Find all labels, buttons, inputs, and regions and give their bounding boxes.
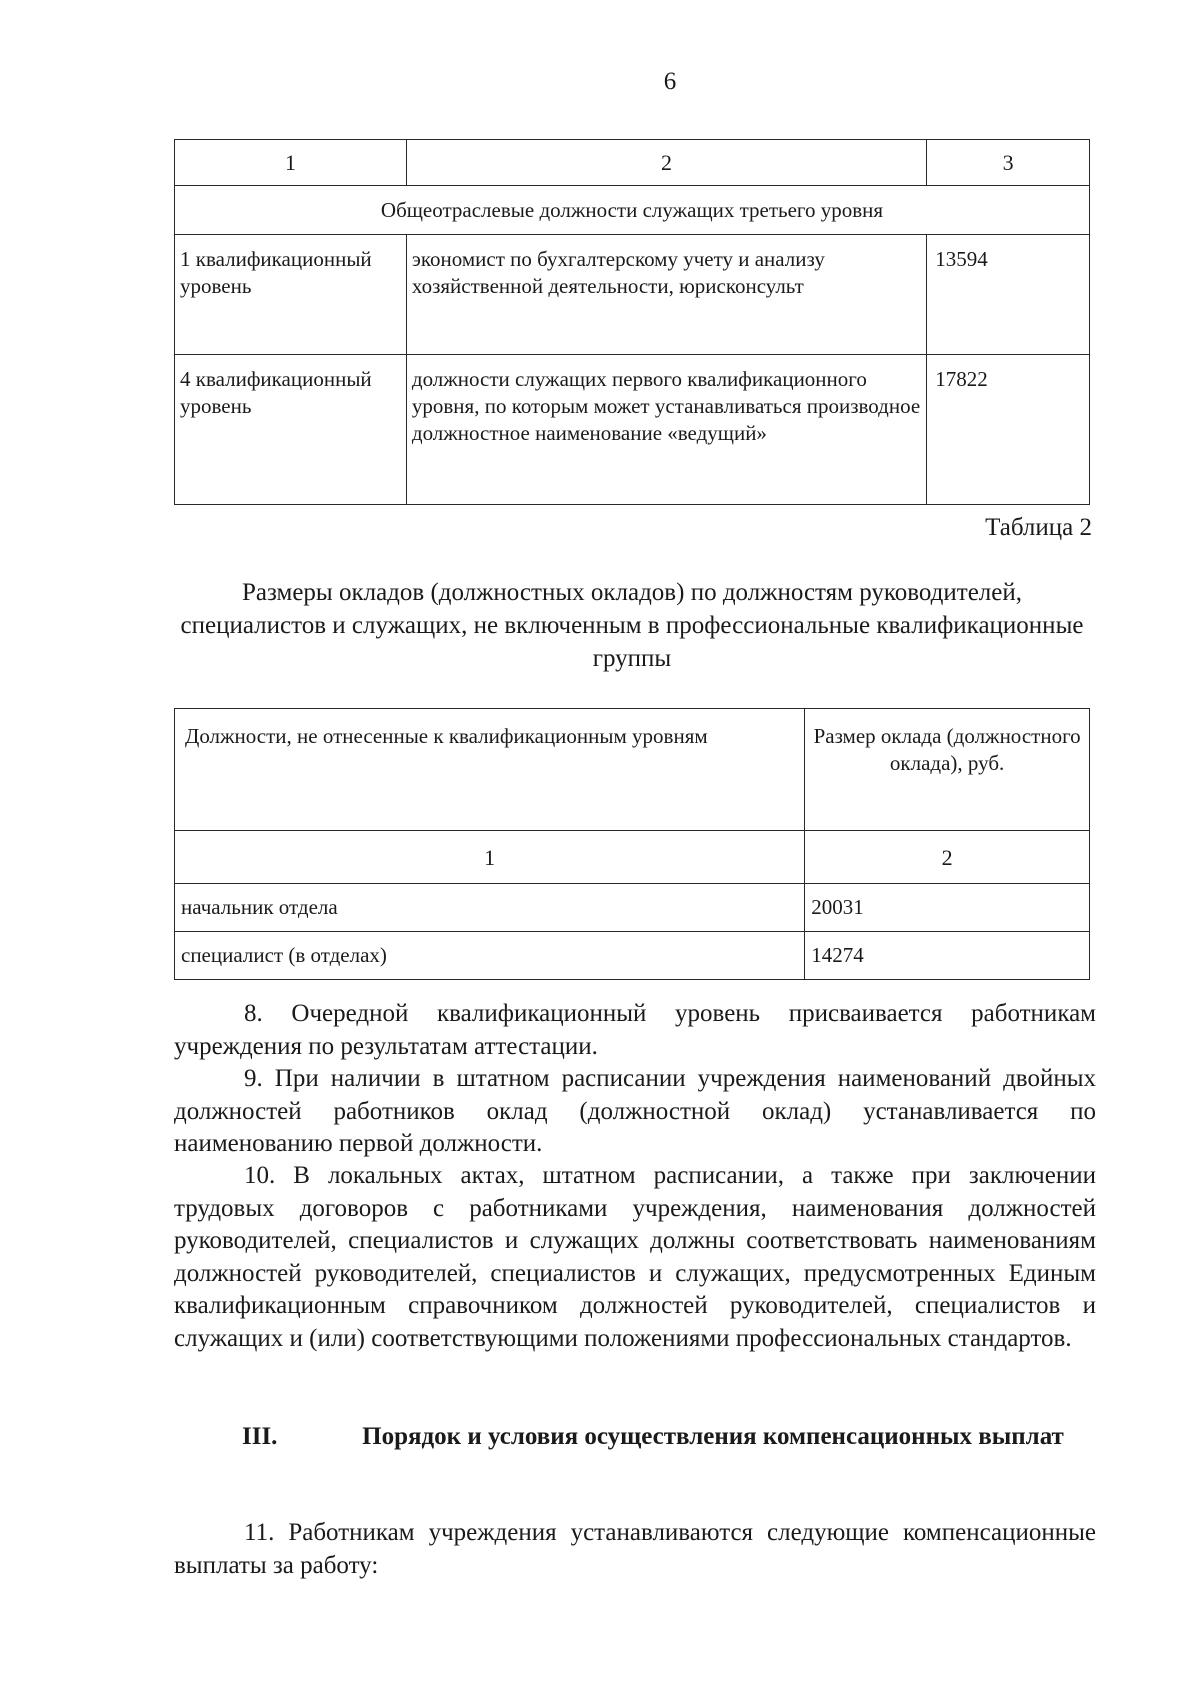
- page-number: 6: [663, 68, 677, 95]
- section-numeral: III.: [242, 1423, 278, 1450]
- table-row: [175, 884, 1090, 932]
- qualification-level-cell: 4 квалификационный уровень: [175, 355, 407, 505]
- salary-cell: 17822: [927, 355, 1090, 505]
- position-cell: начальник отдела: [175, 884, 805, 932]
- salary-table: [174, 708, 1090, 980]
- table-column-numbers-row: [175, 831, 1090, 884]
- paragraph-11: 11. Работникам учреждения устанавливаются следующие компенсационные выплаты за работу:: [174, 1519, 1096, 1579]
- column-number-2: 2: [805, 831, 1090, 884]
- salary-cell: 13594: [927, 235, 1090, 355]
- positions-cell: должности служащих первого квалификационного уровня, по которым может устанавливаться производное должностное наименование «ведущий»: [406, 355, 926, 505]
- column-number-1: 1: [175, 831, 805, 884]
- paragraph-10: 10. В локальных актах, штатном расписании, а также при заключении трудовых договоров с работниками учреждения, наименования должностей руководителей, специалистов и служащих должны соответствовать наименованиям должностей руководителей, специалистов и служащих, предусмотренных Единым квалификационным справочником должностей руководителей, специалистов и служащих и (или) соответствующими положениями профессиональных стандартов.: [174, 1162, 1096, 1352]
- salary-cell: 14274: [805, 932, 1090, 980]
- paragraph-8: 8. Очередной квалификационный уровень присваивается работникам учреждения по результатам аттестации.: [174, 1000, 1096, 1060]
- column-number-2: 2: [406, 140, 926, 186]
- section-title: Порядок и условия осуществления компенсационных выплат: [362, 1423, 1064, 1450]
- position-cell: специалист (в отделах): [175, 932, 805, 980]
- positions-cell: экономист по бухгалтерскому учету и анализу хозяйственной деятельности, юрисконсульт: [406, 235, 926, 355]
- column-number-1: 1: [175, 140, 407, 186]
- table-row: [175, 235, 1090, 355]
- paragraph-9: 9. При наличии в штатном расписании учреждения наименований двойных должностей работников оклад (должностной оклад) устанавливается по наименованию первой должности.: [174, 1065, 1096, 1157]
- table-row: [175, 355, 1090, 505]
- table-row: [175, 932, 1090, 980]
- table-section-title: Общеотраслевые должности служащих третьего уровня: [175, 186, 1090, 235]
- salary-cell: 20031: [805, 884, 1090, 932]
- table-title: Размеры окладов (должностных окладов) по должностям руководителей, специалистов и служащих, не включенным в профессиональные квалификационные группы: [180, 579, 1084, 672]
- table-column-numbers-row: [175, 140, 1090, 186]
- section-heading: [174, 1420, 1096, 1453]
- table-label: Таблица 2: [985, 514, 1092, 541]
- qualification-level-cell: 1 квалификационный уровень: [175, 235, 407, 355]
- table-header-row: [175, 709, 1090, 831]
- qualification-levels-table: [174, 139, 1090, 505]
- column-number-3: 3: [927, 140, 1090, 186]
- header-positions: Должности, не отнесенные к квалификационным уровням: [175, 709, 805, 831]
- header-salary: Размер оклада (должностного оклада), руб.: [805, 709, 1090, 831]
- table-section-row: [175, 186, 1090, 235]
